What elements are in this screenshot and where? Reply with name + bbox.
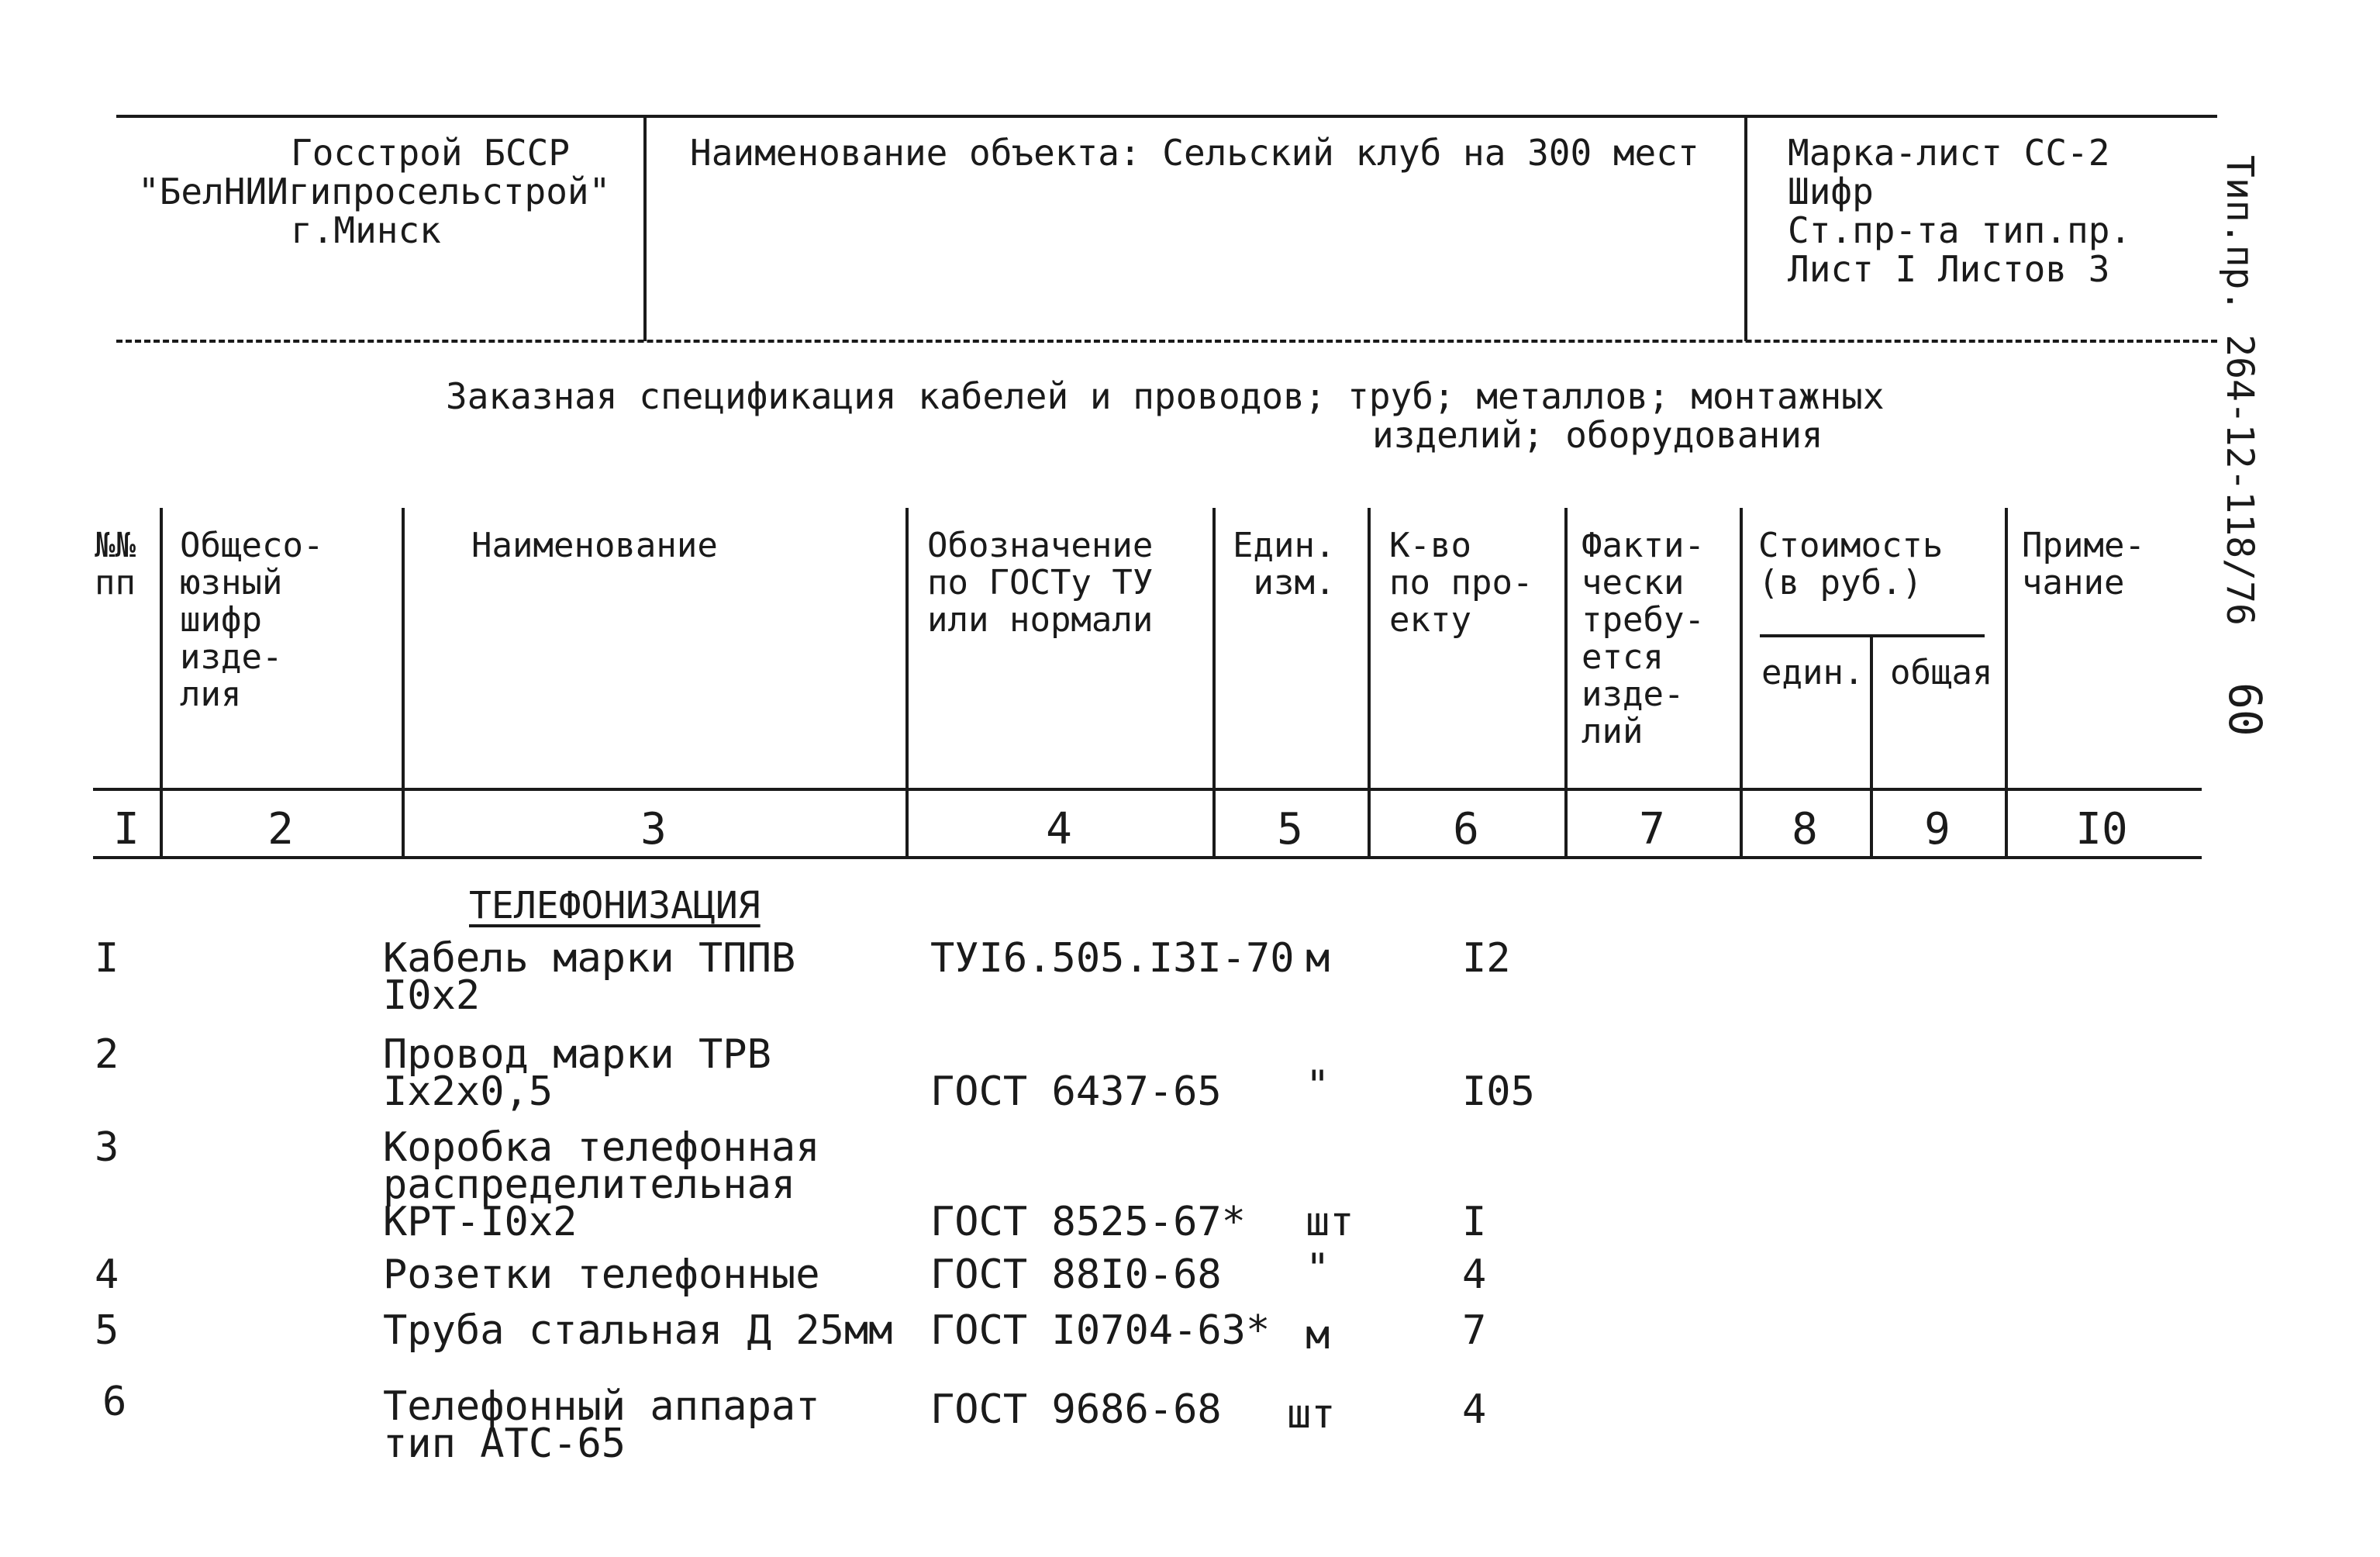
header-cost: Стоимость (в руб.): [1758, 526, 1944, 602]
stamp-top-border: [116, 115, 2217, 118]
col-sep-1: [160, 508, 163, 858]
org-line-3: г.Минск: [291, 209, 441, 251]
header-qty-actual: Факти- чески требу- ется изде- лий: [1581, 526, 1705, 751]
row-2-unit: ": [1306, 1062, 1330, 1109]
col-num-5: 5: [1277, 804, 1303, 854]
col-num-10: I0: [2075, 804, 2128, 854]
row-4-designation: ГОСТ 88I0-68: [930, 1251, 1222, 1298]
org-line-2: "БелНИИгипросельстрой": [138, 171, 611, 212]
row-5-unit: м: [1306, 1312, 1330, 1358]
header-qty-project: К-во по про- екту: [1389, 526, 1533, 640]
col-num-4: 4: [1046, 804, 1072, 854]
row-3-designation: ГОСТ 8525-67*: [930, 1199, 1246, 1245]
numbers-bottom-rule: [93, 856, 2202, 859]
mark-sheet: Марка-лист СС-2: [1788, 132, 2110, 174]
header-union-code: Общесо- юзный шифр изде- лия: [180, 526, 324, 714]
col-sep-5: [1368, 508, 1371, 858]
col-num-1: I: [113, 804, 140, 854]
col-num-2: 2: [267, 804, 294, 854]
org-line-1: Госстрой БССР: [291, 132, 571, 174]
row-1-number: I: [95, 935, 119, 982]
row-4-qty: 4: [1462, 1251, 1487, 1298]
col-num-8: 8: [1792, 804, 1818, 854]
row-6-name: Телефонный аппарат тип АТС-65: [383, 1383, 820, 1467]
header-note: Приме- чание: [2022, 526, 2145, 602]
header-bottom-rule: [93, 788, 2202, 791]
page-number: 60: [2219, 682, 2271, 737]
row-3-qty: I: [1462, 1199, 1487, 1245]
row-6-number: 6: [102, 1379, 127, 1425]
side-project-code: Тип.пр. 264-12-118/76: [2218, 155, 2261, 626]
cipher-label: Шифр: [1788, 171, 1874, 212]
header-unit: Един. изм.: [1233, 526, 1336, 602]
col-sep-9: [2005, 508, 2008, 858]
col-sep-6: [1564, 508, 1568, 858]
stamp-divider-1: [643, 115, 647, 341]
spec-title-line-1: Заказная спецификация кабелей и проводов; труб; металлов; монтажных: [446, 375, 1885, 417]
row-3-unit: шт: [1306, 1199, 1354, 1245]
row-2-name: Провод марки ТРВ Iх2х0,5: [383, 1031, 771, 1115]
row-6-qty: 4: [1462, 1386, 1487, 1433]
col-num-6: 6: [1453, 804, 1479, 854]
col-sep-7: [1740, 508, 1743, 858]
section-heading: ТЕЛЕФОНИЗАЦИЯ: [469, 884, 761, 927]
header-cost-unit: един.: [1761, 653, 1864, 692]
row-1-unit: м: [1306, 935, 1330, 982]
spec-title-line-2: изделий; оборудования: [1372, 414, 1823, 456]
stamp-bottom-border: [116, 340, 2217, 343]
row-6-designation: ГОСТ 9686-68: [930, 1386, 1222, 1433]
row-1-designation: ТУI6.505.I3I-70: [930, 935, 1295, 982]
row-5-designation: ГОСТ I0704-63*: [930, 1307, 1271, 1354]
header-name: Наименование: [471, 526, 718, 565]
row-1-name: Кабель марки ТППВ I0х2: [383, 935, 796, 1019]
row-4-name: Розетки телефонные: [383, 1251, 820, 1298]
row-5-qty: 7: [1462, 1307, 1487, 1354]
header-number: №№ пп: [95, 526, 136, 602]
sheet-count: Лист I Листов 3: [1788, 248, 2110, 290]
header-cost-total: общая: [1890, 653, 1993, 692]
row-5-number: 5: [95, 1307, 119, 1354]
col-sep-2: [402, 508, 405, 858]
row-6-unit: шт: [1287, 1391, 1336, 1438]
col-sep-4: [1212, 508, 1216, 858]
row-2-qty: I05: [1462, 1068, 1535, 1115]
stamp-divider-2: [1744, 115, 1747, 341]
row-3-number: 3: [95, 1124, 119, 1171]
col-num-3: 3: [640, 804, 667, 854]
col-num-7: 7: [1639, 804, 1665, 854]
col-sep-3: [905, 508, 909, 858]
row-2-number: 2: [95, 1031, 119, 1078]
row-4-number: 4: [95, 1251, 119, 1298]
object-name: Наименование объекта: Сельский клуб на 300 мест: [690, 132, 1699, 174]
col-num-9: 9: [1924, 804, 1951, 854]
header-designation: Обозначение по ГОСТу ТУ или нормали: [927, 526, 1154, 640]
row-3-name: Коробка телефонная распределительная КРТ-I0х2: [383, 1124, 820, 1245]
row-4-unit: ": [1306, 1245, 1330, 1292]
row-1-qty: I2: [1462, 935, 1511, 982]
row-5-name: Труба стальная Д 25мм: [383, 1307, 893, 1354]
project-stage: Ст.пр-та тип.пр.: [1788, 209, 2132, 251]
row-2-designation: ГОСТ 6437-65: [930, 1068, 1222, 1115]
cost-sub-rule: [1760, 634, 1985, 637]
